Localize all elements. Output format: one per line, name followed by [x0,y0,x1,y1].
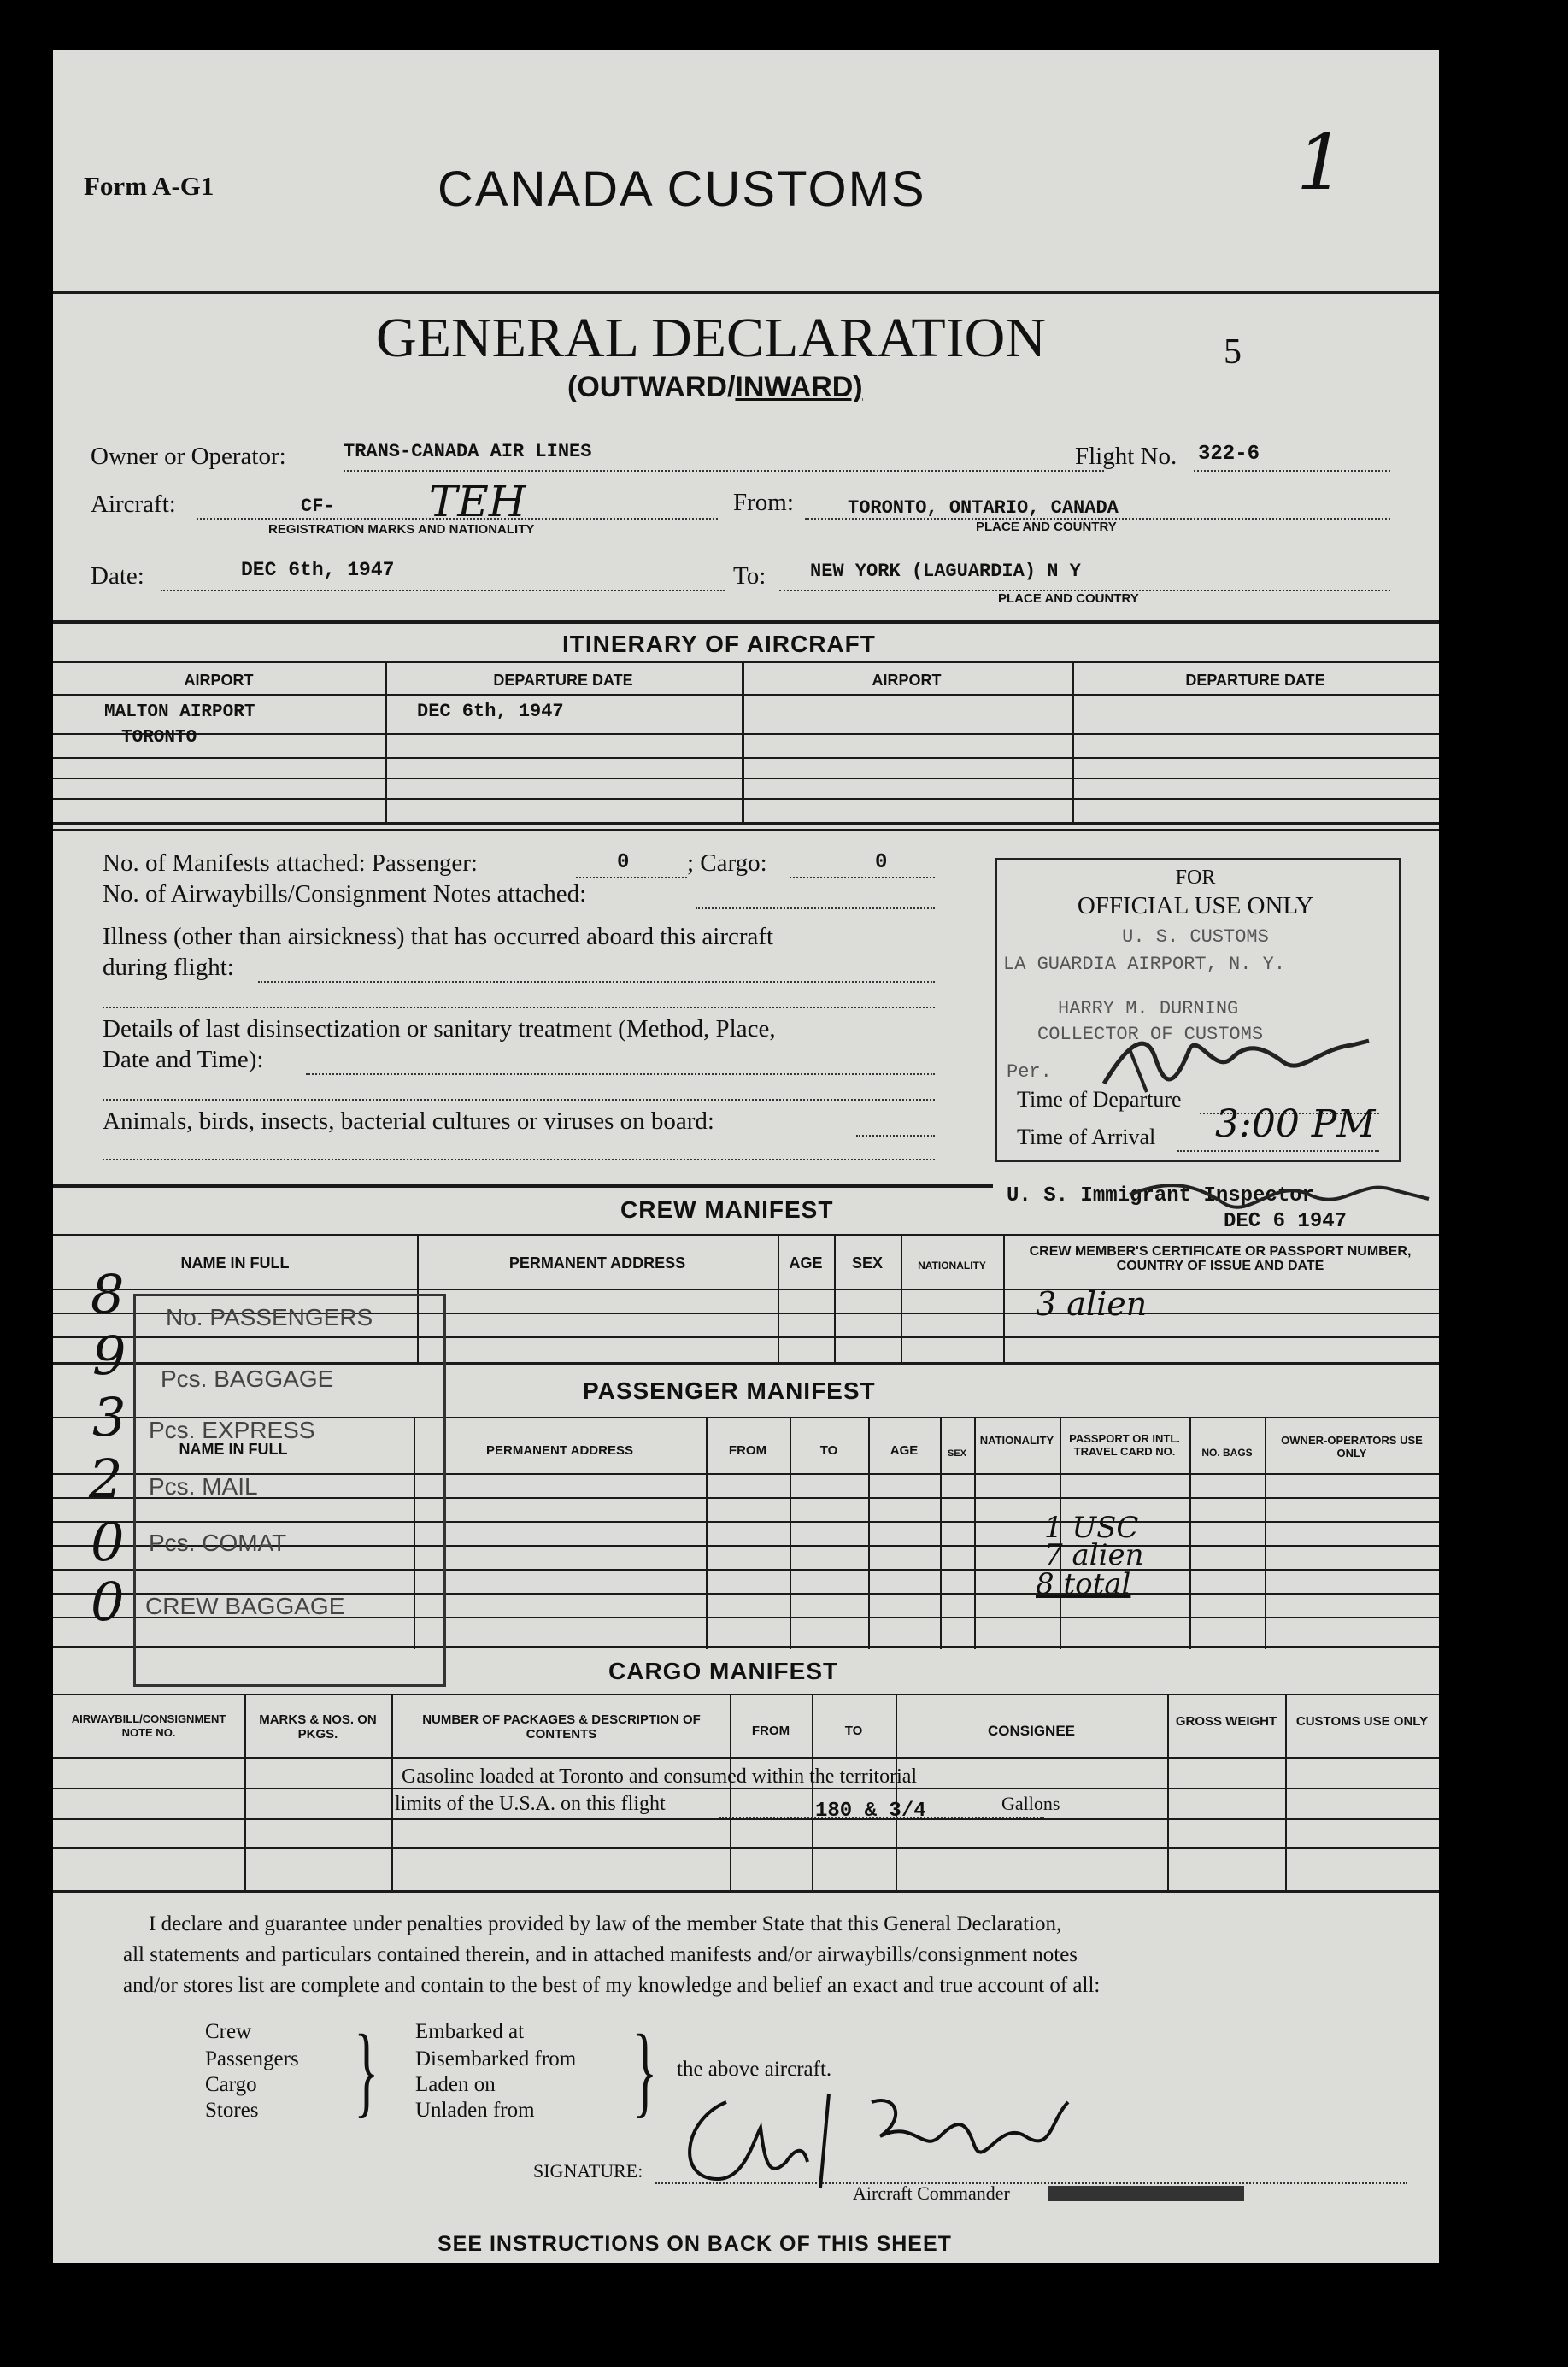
cargo-gasoline-line: Gasoline loaded at Toronto and consumed within the territorial [402,1765,918,1788]
direction-subtitle: (OUTWARD/INWARD) [567,371,863,403]
immigration-stamp-date: DEC 6 1947 [1224,1210,1348,1233]
manifests-label: No. of Manifests attached: Passenger: [103,849,478,877]
passenger-note-usc: 1 USC [1044,1511,1139,1545]
itinerary-heading: ITINERARY OF AIRCRAFT [562,631,876,657]
cargo-col-marks: MARKS & NOS. ON PKGS. [259,1712,377,1741]
manifests-passenger-value: 0 [617,851,630,874]
from-label: From: [733,489,794,516]
to-caption: PLACE AND COUNTRY [998,591,1139,606]
flight-label: Flight No. [1075,443,1177,470]
crew-col-sex: SEX [851,1254,884,1272]
time-of-arrival-value: 3:00 PM [1215,1102,1376,1146]
passenger-col-passport: PASSPORT OR INTL. TRAVEL CARD NO. [1069,1432,1180,1458]
page-title: GENERAL DECLARATION [376,307,1046,369]
aircraft-value: CF- [301,496,335,517]
owner-label: Owner or Operator: [91,443,286,470]
crew-col-address: PERMANENT ADDRESS [508,1254,686,1272]
cargo-col-airwaybill: AIRWAYBILL/CONSIGNMENT NOTE NO. [71,1712,226,1739]
cargo-gasoline-unit: Gallons [1001,1793,1060,1814]
immigration-stamp-title: U. S. Immigrant Inspector [1007,1184,1315,1207]
cargo-gasoline-line-cont: limits of the U.S.A. on this flight [395,1793,666,1815]
count-stamp-express: Pcs. EXPRESS [149,1417,315,1443]
itinerary-col-departure-2: DEPARTURE DATE [1185,672,1325,689]
count-hand-mail: 2 [89,1448,123,1510]
animals-label: Animals, birds, insects, bacterial cultures or viruses on board: [103,1107,714,1135]
declaration-text-2: all statements and particulars contained therein, and in attached manifests and/or airwaybills/consignment notes [123,1943,1078,1966]
agency-title: CANADA CUSTOMS [438,162,926,217]
passenger-col-to: TO [819,1443,838,1458]
official-box-title: OFFICIAL USE ONLY [1077,892,1314,919]
cargo-col-customs: CUSTOMS USE ONLY [1295,1714,1429,1729]
list-laden: Laden on [415,2073,496,2096]
illness-label-cont: during flight: [103,954,234,981]
passenger-col-name: NAME IN FULL [179,1441,288,1458]
passenger-manifest-heading: PASSENGER MANIFEST [583,1377,876,1404]
crew-manifest-heading: CREW MANIFEST [620,1196,834,1223]
count-hand-passengers: 8 [91,1263,125,1325]
list-stores: Stores [205,2099,259,2122]
time-of-arrival-label: Time of Arrival [1017,1125,1156,1149]
above-aircraft-text: the above aircraft. [677,2058,832,2081]
count-hand-crew-baggage: 0 [91,1571,125,1633]
immigration-signature [1121,1160,1446,1220]
count-hand-express: 3 [92,1386,126,1448]
passenger-col-address: PERMANENT ADDRESS [486,1443,633,1458]
list-embarked: Embarked at [415,2020,525,2043]
brace-left: } [354,2013,379,2127]
cargo-col-to: TO [844,1724,863,1738]
signature-label: SIGNATURE: [533,2160,643,2182]
passenger-col-from: FROM [728,1443,767,1458]
date-value: DEC 6th, 1947 [241,559,395,581]
to-value: NEW YORK (LAGUARDIA) N Y [810,561,1081,582]
cargo-col-from: FROM [751,1724,790,1738]
list-disembarked: Disembarked from [415,2047,577,2070]
declaration-text-1: I declare and guarantee under penalties provided by law of the member State that this General Declaration, [149,1912,1062,1935]
inward-underlined: INWARD) [735,371,863,403]
crew-col-certificate: CREW MEMBER'S CERTIFICATE OR PASSPORT NUMBER, COUNTRY OF ISSUE AND DATE [1029,1244,1412,1273]
passenger-note-total: 8 total [1036,1567,1131,1601]
itinerary-airport-city: TORONTO [121,728,197,748]
manifests-cargo-value: 0 [875,851,888,874]
itinerary-col-departure-1: DEPARTURE DATE [493,672,633,689]
passenger-col-nationality: NATIONALITY [979,1434,1054,1447]
form-number: Form A-G1 [84,171,214,201]
count-stamp-passengers: No. PASSENGERS [166,1304,373,1330]
declaration-sheet [53,50,1439,2263]
list-unladen: Unladen from [415,2099,535,2122]
customs-stamp-line-1: U. S. CUSTOMS [1122,926,1269,948]
crew-col-nationality: NATIONALITY [918,1260,986,1272]
customs-stamp-per: Per. [1007,1061,1052,1083]
list-cargo: Cargo [205,2073,257,2096]
itinerary-col-airport-1: AIRPORT [184,672,254,689]
passenger-col-owner-use: OWNER-OPERATORS USE ONLY [1281,1434,1423,1460]
passenger-col-age: AGE [890,1443,919,1458]
cargo-count-label: ; Cargo: [687,849,767,877]
list-crew: Crew [205,2020,252,2043]
cargo-col-consignee: CONSIGNEE [987,1723,1076,1739]
cargo-manifest-heading: CARGO MANIFEST [608,1658,839,1684]
owner-value: TRANS-CANADA AIR LINES [344,441,592,462]
passenger-col-bags: NO. BAGS [1201,1447,1253,1459]
itinerary-col-airport-2: AIRPORT [872,672,942,689]
from-value: TORONTO, ONTARIO, CANADA [848,497,1119,519]
customs-stamp-line-4: COLLECTOR OF CUSTOMS [1037,1024,1264,1045]
count-stamp-mail: Pcs. MAIL [149,1473,258,1500]
passenger-col-sex: SEX [947,1448,966,1459]
aircraft-caption: REGISTRATION MARKS AND NATIONALITY [268,522,535,537]
cargo-col-packages: NUMBER OF PACKAGES & DESCRIPTION OF CONTENTS [422,1712,701,1741]
commander-label: Aircraft Commander [853,2182,1010,2204]
date-label: Date: [91,562,144,590]
instructions-note: SEE INSTRUCTIONS ON BACK OF THIS SHEET [438,2232,952,2256]
crew-col-age: AGE [789,1254,823,1272]
itinerary-airport-value: MALTON AIRPORT [104,702,255,722]
crew-col-name: NAME IN FULL [180,1254,290,1272]
count-hand-comat: 0 [91,1511,125,1573]
aircraft-label: Aircraft: [91,490,176,518]
count-stamp-baggage: Pcs. BAGGAGE [161,1366,334,1392]
crew-handwritten-note: 3 alien [1036,1285,1148,1323]
illness-label: Illness (other than airsickness) that has occurred aboard this aircraft [103,923,774,950]
passenger-note-alien: 7 alien [1044,1538,1144,1572]
flight-value: 322-6 [1198,443,1260,466]
time-of-departure-label: Time of Departure [1017,1087,1182,1112]
disinsectization-label: Details of last disinsectization or sanitary treatment (Method, Place, [103,1015,776,1043]
title-number-mark: 5 [1224,332,1242,372]
airwaybills-label: No. of Airwaybills/Consignment Notes attached: [103,880,587,907]
to-label: To: [733,562,766,590]
cargo-gasoline-amount: 180 & 3/4 [815,1800,926,1823]
brace-right: } [632,2013,658,2127]
commander-redaction [1048,2186,1244,2201]
list-passengers: Passengers [205,2047,299,2070]
from-caption: PLACE AND COUNTRY [976,520,1117,534]
page-mark: 1 [1296,118,1346,208]
declaration-text-3: and/or stores list are complete and contain to the best of my knowledge and belief an exact and true account of all: [123,1974,1101,1997]
itinerary-departure-value: DEC 6th, 1947 [417,701,564,722]
cargo-col-weight: GROSS WEIGHT [1175,1714,1277,1729]
customs-stamp-line-2: LA GUARDIA AIRPORT, N. Y. [1003,954,1286,975]
aircraft-registration-handwritten: TEH [429,477,526,526]
count-stamp-comat: Pcs. COMAT [149,1530,287,1556]
disinsectization-label-cont: Date and Time): [103,1046,264,1073]
customs-stamp-line-3: HARRY M. DURNING [1058,998,1239,1019]
official-box-for: FOR [1175,866,1216,889]
count-stamp-crew-baggage: CREW BAGGAGE [145,1593,345,1619]
count-hand-baggage: 9 [92,1324,126,1387]
